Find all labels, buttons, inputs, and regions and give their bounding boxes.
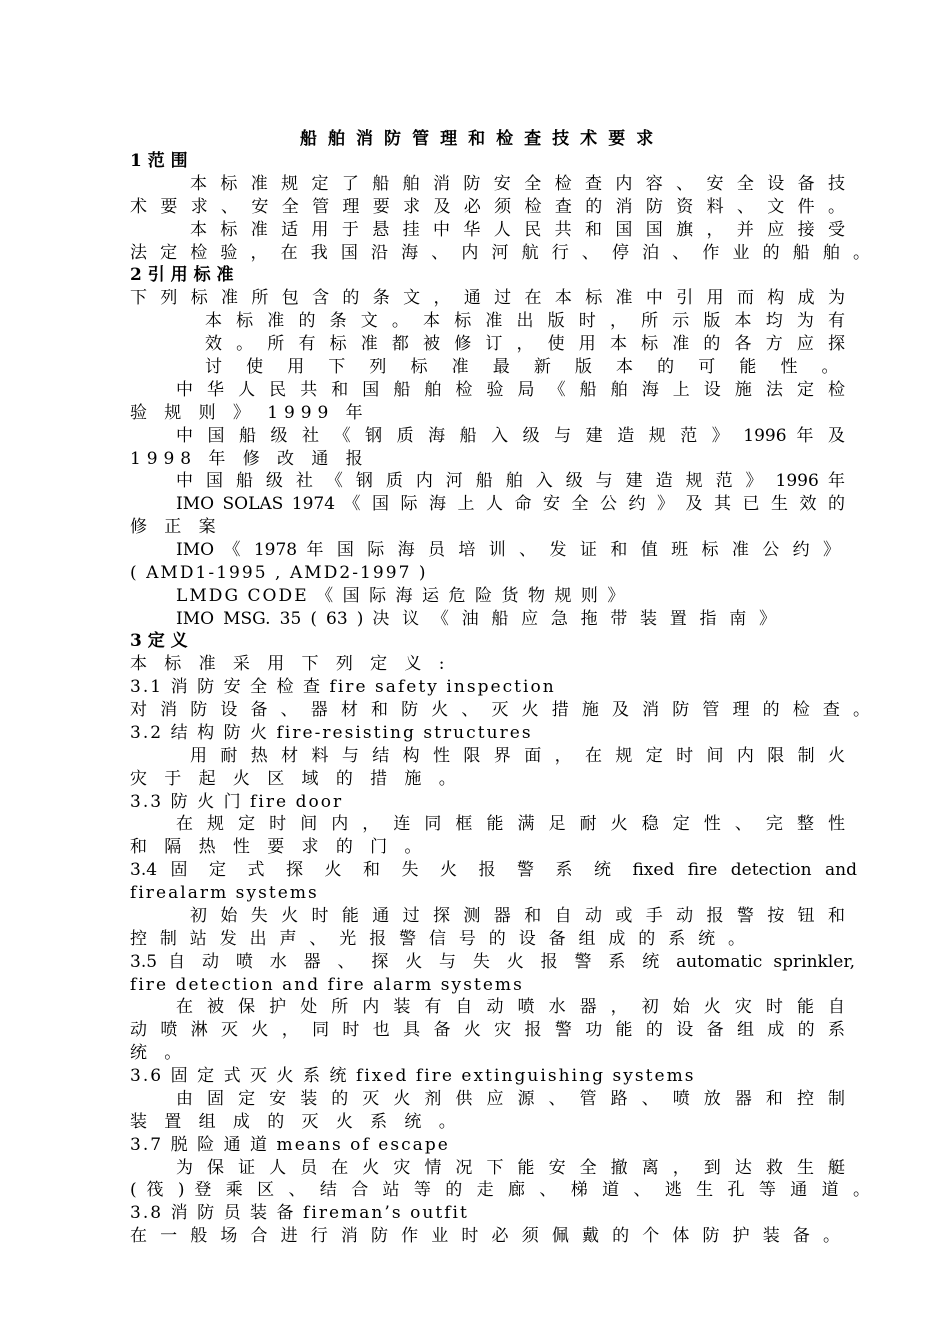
paragraph-line: 和 隔 热 性 要 求 的 门 。: [130, 837, 428, 857]
paragraph-line: 本 标 准 的 条 文 。 本 标 准 出 版 时 ， 所 示 版 本 均 为 有: [205, 311, 845, 331]
reference-line: LMDG CODE 《 国 际 海 运 危 险 货 物 规 则 》: [176, 586, 627, 606]
reference-line: 1998 年 修 改 通 报: [130, 449, 369, 469]
paragraph-line: 初 始 失 火 时 能 通 过 探 测 器 和 自 动 或 手 动 报 警 按 钮 和: [190, 906, 845, 926]
paragraph-line: 讨 使 用 下 列 标 准 最 新 版 本 的 可 能 性 。: [205, 357, 848, 377]
paragraph-line: 术 要 求 、 安 全 管 理 要 求 及 必 须 检 查 的 消 防 资 料 、 文 件 。: [130, 197, 845, 217]
paragraph-line: 用 耐 热 材 料 与 结 构 性 限 界 面 ， 在 规 定 时 间 内 限 制 火: [190, 746, 845, 766]
reference-line: 中 国 船 级 社 《 钢 质 内 河 船 舶 入 级 与 建 造 规 范 》 1996 年: [176, 471, 845, 491]
page-title: 船 舶 消 防 管 理 和 检 查 技 术 要 求: [300, 129, 656, 149]
section-heading: 2 引 用 标 准: [130, 265, 234, 285]
reference-line: IMO SOLAS 1974 《 国 际 海 上 人 命 安 全 公 约 》 及 其 已 生 效 的: [176, 494, 845, 514]
reference-line: 中 华 人 民 共 和 国 船 舶 检 验 局 《 船 舶 海 上 设 施 法 定 检: [176, 380, 845, 400]
paragraph-line: 在 被 保 护 处 所 内 装 有 自 动 喷 水 器 ， 初 始 火 灾 时 能 自: [176, 997, 845, 1017]
definition-term: 3.5 自 动 喷 水 器 、 探 火 与 失 火 报 警 系 统 automatic sprinkler,: [130, 952, 855, 972]
paragraph-line: 下 列 标 准 所 包 含 的 条 文 ， 通 过 在 本 标 准 中 引 用 而 构 成 为: [130, 288, 845, 308]
paragraph-line: 控 制 站 发 出 声 、 光 报 警 信 号 的 设 备 组 成 的 系 统 。: [130, 929, 745, 949]
definition-term: 3.6 固 定 式 灭 火 系 统 fixed fire extinguishing systems: [130, 1066, 696, 1086]
paragraph-line: 本 标 准 采 用 下 列 定 义 :: [130, 654, 451, 674]
definition-term: 3.7 脱 险 通 道 means of escape: [130, 1135, 450, 1155]
paragraph-line: 效 。 所 有 标 准 都 被 修 订 ， 使 用 本 标 准 的 各 方 应 探: [205, 334, 845, 354]
reference-line: 验 规 则 》 1999 年: [130, 403, 369, 423]
paragraph-line: 本 标 准 适 用 于 悬 挂 中 华 人 民 共 和 国 国 旗 ， 并 应 接 受: [190, 220, 845, 240]
paragraph-line: 动 喷 淋 灭 火 ， 同 时 也 具 备 火 灾 报 警 功 能 的 设 备 组 成 的 系: [130, 1020, 845, 1040]
paragraph-line: 装 置 组 成 的 灭 火 系 统 。: [130, 1112, 462, 1132]
definition-term: 3.2 结 构 防 火 fire-resisting structures: [130, 723, 533, 743]
paragraph-line: 灾 于 起 火 区 域 的 措 施 。: [130, 769, 462, 789]
definition-term: 3.8 消 防 员 装 备 fireman’s outfit: [130, 1203, 469, 1223]
reference-line: ( AMD1-1995 , AMD2-1997 ): [130, 563, 428, 583]
section-heading: 1 范 围: [130, 151, 188, 171]
reference-line: IMO 《 1978 年 国 际 海 员 培 训 、 发 证 和 值 班 标 准 公 约 》: [176, 540, 840, 560]
paragraph-line: 为 保 证 人 员 在 火 灾 情 况 下 能 安 全 撤 离 ， 到 达 救 生 艇: [176, 1158, 845, 1178]
definition-term: 3.3 防 火 门 fire door: [130, 792, 344, 812]
reference-line: 中 国 船 级 社 《 钢 质 海 船 入 级 与 建 造 规 范 》 1996 年 及: [176, 426, 845, 446]
paragraph-line: 本 标 准 规 定 了 船 舶 消 防 安 全 检 查 内 容 、 安 全 设 备 技: [190, 174, 845, 194]
reference-line: 修 正 案: [130, 517, 222, 537]
paragraph-line: 在 规 定 时 间 内 ， 连 同 框 能 满 足 耐 火 稳 定 性 、 完 整 性: [176, 814, 845, 834]
definition-term: fire detection and fire alarm systems: [130, 975, 524, 995]
paragraph-line: ( 筏 ) 登 乘 区 、 结 合 站 等 的 走 廊 、 梯 道 、 逃 生 孔 等 通 道 。: [130, 1180, 870, 1200]
paragraph-line: 在 一 般 场 合 进 行 消 防 作 业 时 必 须 佩 戴 的 个 体 防 护 装 备 。: [130, 1226, 840, 1246]
definition-term: firealarm systems: [130, 883, 319, 903]
paragraph-line: 统 。: [130, 1043, 188, 1063]
paragraph-line: 由 固 定 安 装 的 灭 火 剂 供 应 源 、 管 路 、 喷 放 器 和 控 制: [176, 1089, 845, 1109]
definition-term: 3.1 消 防 安 全 检 查 fire safety inspection: [130, 677, 556, 697]
paragraph-line: 法 定 检 验 ， 在 我 国 沿 海 、 内 河 航 行 、 停 泊 、 作 业 的 船 舶 。: [130, 243, 870, 263]
definition-term: 3.4 固 定 式 探 火 和 失 火 报 警 系 统 fixed fire detection and: [130, 860, 857, 880]
paragraph-line: 对 消 防 设 备 、 器 材 和 防 火 、 灭 火 措 施 及 消 防 管 理 的 检 查 。: [130, 700, 870, 720]
reference-line: IMO MSG. 35 ( 63 ) 决 议 《 油 船 应 急 拖 带 装 置 指 南 》: [176, 609, 776, 629]
section-heading: 3 定 义: [130, 631, 188, 651]
